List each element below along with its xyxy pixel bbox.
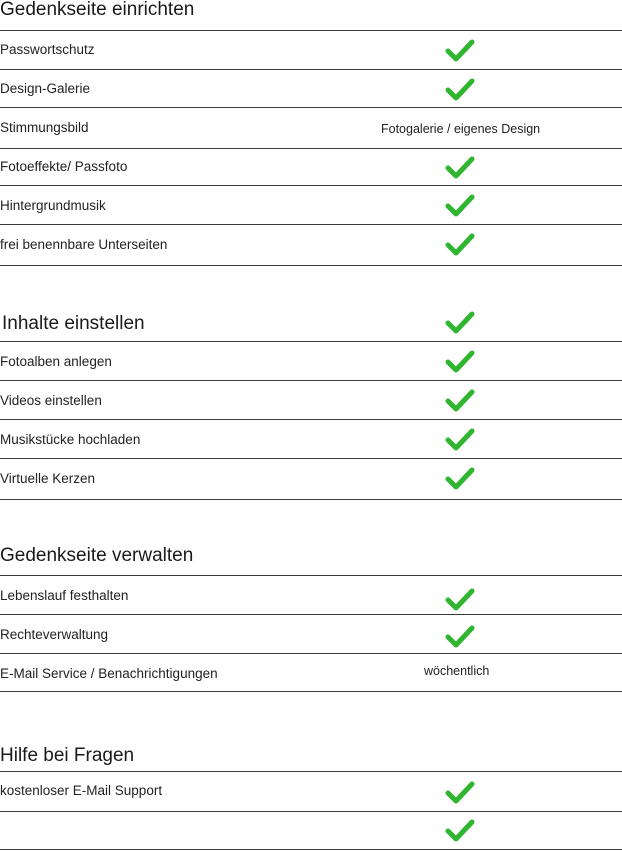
divider	[0, 341, 622, 342]
divider	[0, 107, 622, 108]
divider	[0, 771, 622, 772]
divider	[0, 499, 622, 500]
row-label-lebenslauf: Lebenslauf festhalten	[0, 588, 129, 603]
row-label-passwortschutz: Passwortschutz	[0, 42, 95, 57]
check-icon	[445, 624, 475, 648]
check-icon	[445, 427, 475, 451]
check-icon	[445, 310, 475, 334]
row-label-rechteverwaltung: Rechteverwaltung	[0, 627, 109, 642]
row-label-fotoalben: Fotoalben anlegen	[0, 354, 112, 369]
divider	[0, 265, 622, 266]
row-label-unterseiten: frei benennbare Unterseiten	[0, 237, 168, 252]
row-label-stimmungsbild: Stimmungsbild	[0, 120, 89, 135]
row-value-email-service: wöchentlich	[424, 664, 490, 678]
row-label-hintergrundmusik: Hintergrundmusik	[0, 198, 106, 213]
divider	[0, 458, 622, 459]
row-value-stimmungsbild: Fotogalerie / eigenes Design	[381, 122, 541, 136]
divider	[0, 224, 622, 225]
check-icon	[445, 155, 475, 179]
row-label-videos: Videos einstellen	[0, 393, 102, 408]
section-title-gedenkseite-verwalten: Gedenkseite verwalten	[0, 545, 194, 566]
check-icon	[445, 38, 475, 62]
divider	[0, 691, 622, 692]
divider	[0, 30, 622, 31]
row-label-fotoeffekte: Fotoeffekte/ Passfoto	[0, 159, 128, 174]
check-icon	[445, 349, 475, 373]
row-label-design-galerie: Design-Galerie	[0, 81, 91, 96]
row-label-email-service: E-Mail Service / Benachrichtigungen	[0, 666, 218, 681]
divider	[0, 380, 622, 381]
check-icon	[445, 193, 475, 217]
row-label-kerzen: Virtuelle Kerzen	[0, 471, 96, 486]
divider	[0, 811, 622, 812]
divider	[0, 849, 622, 850]
section-title-hilfe-bei-fragen: Hilfe bei Fragen	[0, 745, 135, 766]
divider	[0, 614, 622, 615]
check-icon	[445, 77, 475, 101]
check-icon	[445, 818, 475, 842]
divider	[0, 69, 622, 70]
row-label-musikstuecke: Musikstücke hochladen	[0, 432, 141, 447]
section-title-inhalte-einstellen: Inhalte einstellen	[2, 313, 145, 334]
check-icon	[445, 232, 475, 256]
check-icon	[445, 587, 475, 611]
divider	[0, 185, 622, 186]
divider	[0, 575, 622, 576]
row-label-email-support: kostenloser E-Mail Support	[0, 783, 163, 798]
divider	[0, 148, 622, 149]
check-icon	[445, 780, 475, 804]
divider	[0, 419, 622, 420]
divider	[0, 653, 622, 654]
check-icon	[445, 388, 475, 412]
check-icon	[445, 466, 475, 490]
section-title-gedenkseite-einrichten: Gedenkseite einrichten	[0, 0, 195, 20]
